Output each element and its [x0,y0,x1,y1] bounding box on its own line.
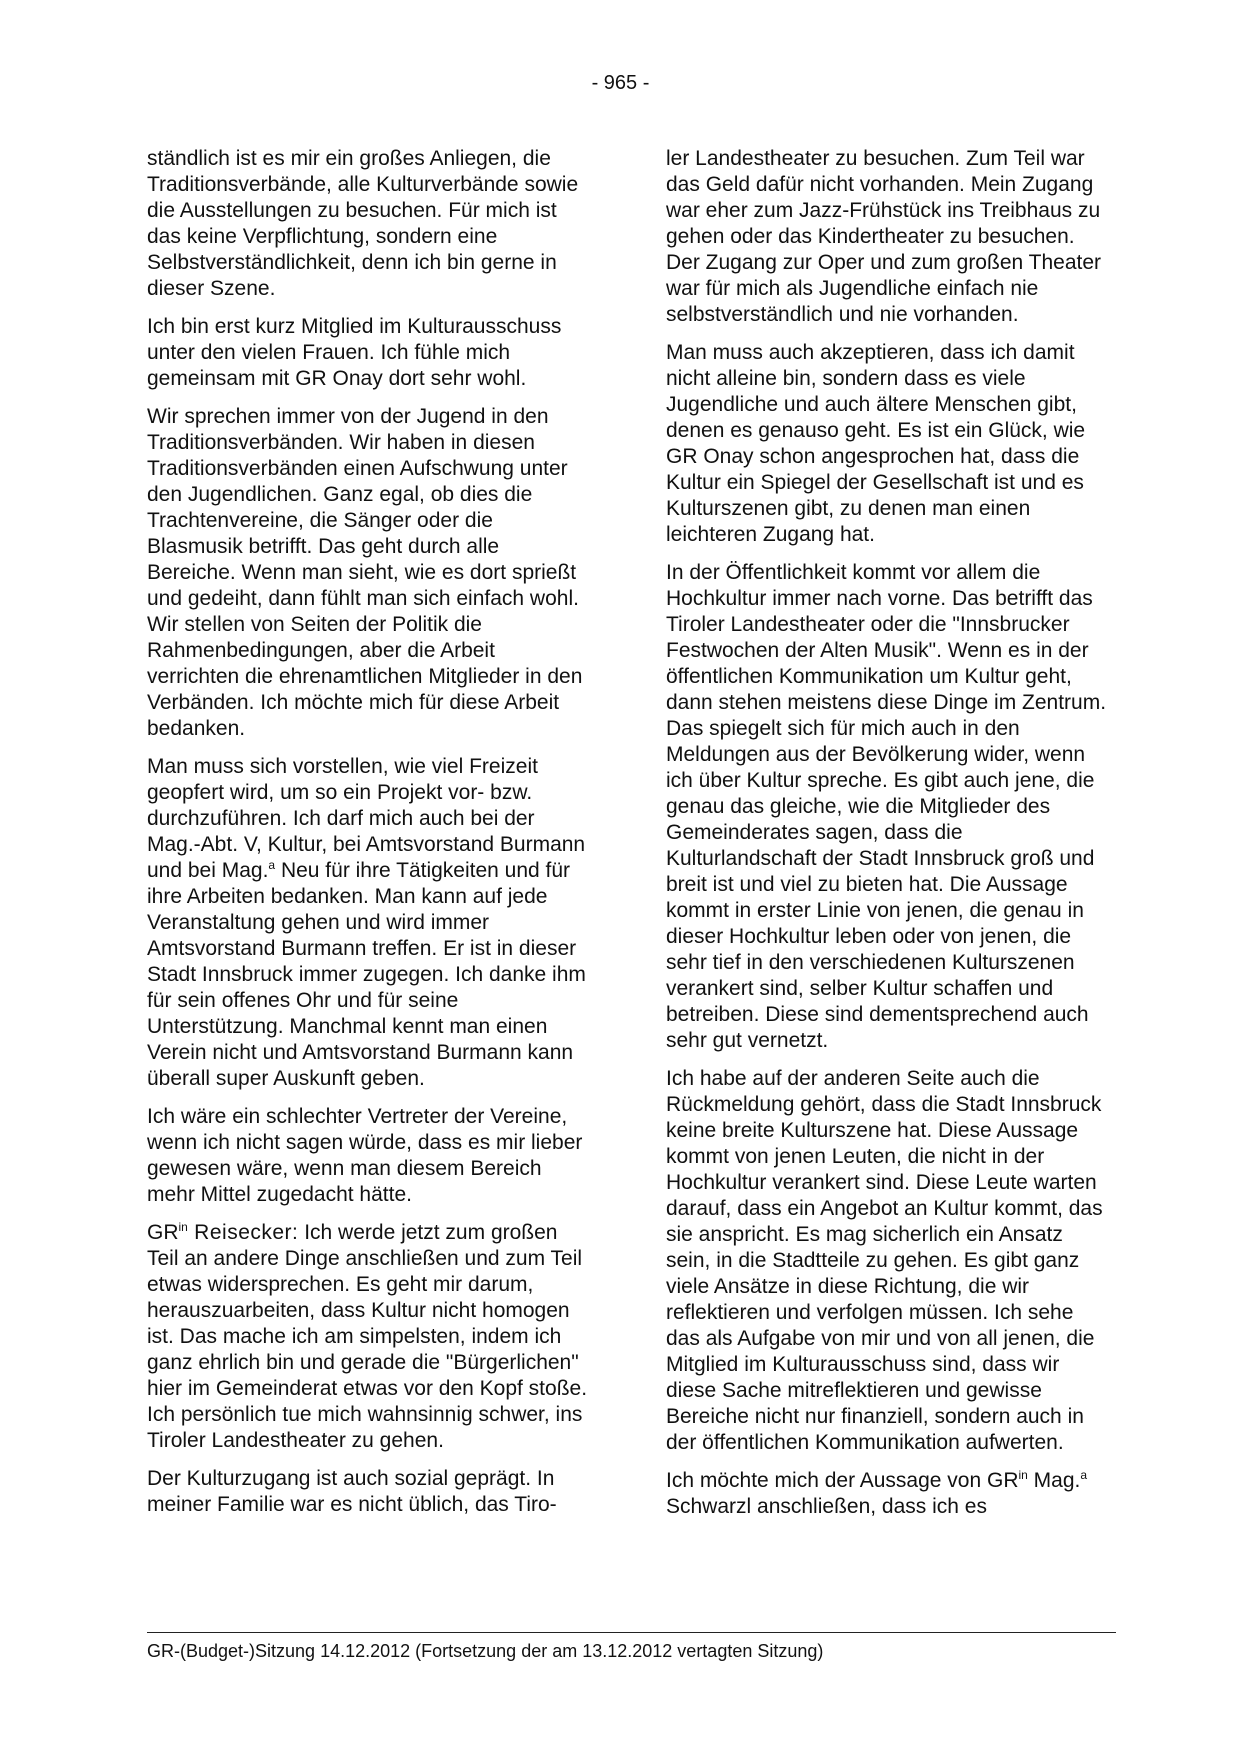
superscript: in [178,1220,188,1234]
footer-divider [147,1632,1116,1633]
text-run: Schwarzl anschließen, dass ich es [666,1495,987,1518]
paragraph: In der Öffentlichkeit kommt vor allem die Hochkultur immer nach vorne. Das betrifft das Tiroler Landestheater oder die "Innsbrucker Festwochen der Alten Musik". Wenn es in der öffentlichen Kommunikation um Kultur geht, dann stehen meistens diese Dinge im Zentrum. Das spiegelt sich für mich auch in den Meldungen aus der Bevölkerung wider, wenn ich über Kultur spreche. Es gibt auch jene, die genau das gleiche, wie die Mitglieder des Gemeinderates sagen, dass die Kulturlandschaft der Stadt Innsbruck groß und breit ist und viel zu bieten hat. Die Aussage kommt in erster Linie von jenen, die genau in dieser Hochkultur leben oder von jenen, die sehr tief in den verschiedenen Kulturszenen verankert sind, selber Kultur schaffen und betreiben. Diese sind dementsprechend auch sehr gut vernetzt. [666,561,1107,1052]
paragraph: Wir sprechen immer von der Jugend in den Traditionsverbänden. Wir haben in diesen Traditionsverbänden einen Aufschwung unter den Jugendlichen. Ganz egal, ob dies die Trachtenvereine, die Sänger oder die Blasmusik betrifft. Das geht durch alle Bereiche. Wenn man sieht, wie es dort sprießt und gedeiht, dann fühlt man sich einfach wohl. Wir stellen von Seiten der Politik die Rahmenbedingungen, aber die Arbeit verrichten die ehrenamtlichen Mitglieder in den Verbänden. Ich möchte mich für diese Arbeit bedanken. [147,405,583,740]
text-run: Ich werde jetzt zum großen Teil an andere Dinge anschließen und zum Teil etwas widersprechen. Es geht mir darum, herauszuarbeiten, dass Kultur nicht homogen ist. Das mache ich am simpelsten, indem ich ganz ehrlich bin und gerade die "Bürgerlichen" hier im Gemeinderat etwas vor den Kopf stoße. Ich persönlich tue mich wahnsinnig schwer, ins Tiroler Landestheater zu gehen. [147,1221,588,1452]
paragraph: Ich wäre ein schlechter Vertreter der Vereine, wenn ich nicht sagen würde, dass es mir lieber gewesen wäre, wenn man diesem Bereich mehr Mittel zugedacht hätte. [147,1105,583,1206]
text-run: Ich möchte mich der Aussage von GR [666,1469,1019,1492]
superscript: a [268,858,276,872]
paragraph: Der Kulturzugang ist auch sozial geprägt. In meiner Familie war es nicht üblich, das Tiro- [147,1467,557,1516]
page-number: - 965 - [591,72,650,94]
superscript: a [1080,1468,1088,1482]
paragraph: ler Landestheater zu besuchen. Zum Teil war das Geld dafür nicht vorhanden. Mein Zugang war eher zum Jazz-Frühstück ins Treibhaus zu gehen oder das Kindertheater zu besuchen. Der Zugang zur Oper und zum großen Theater war für mich als Jugendliche einfach nie selbstverständlich und nie vorhanden. [666,147,1102,326]
paragraph: Ich bin erst kurz Mitglied im Kulturausschuss unter den vielen Frauen. Ich fühle mich gemeinsam mit GR Onay dort sehr wohl. [147,315,562,390]
footer-text: GR-(Budget-)Sitzung 14.12.2012 (Fortsetzung der am 13.12.2012 vertagten Sitzung) [147,1641,824,1661]
text-run: Man muss sich vorstellen, wie viel Freizeit geopfert wird, um so ein Projekt vor- bzw. durchzuführen. Ich darf mich auch bei der Mag.-Abt. V, Kultur, bei Amtsvorstand Burmann und bei Mag. [147,755,586,882]
paragraph [147,754,591,1092]
left-column [147,146,591,1530]
speaker-title: GR [147,1221,179,1244]
text-run: Neu für ihre Tätigkeiten und für ihre Arbeiten bedanken. Man kann auf jede Veranstaltung gehen und wird immer Amtsvorstand Burmann treffen. Er ist in dieser Stadt Innsbruck immer zugegen. Ich danke ihm für sein offenes Ohr und für seine Unterstützung. Manchmal kennt man einen Verein nicht und Amtsvorstand Burmann kann überall super Auskunft geben. [147,859,586,1090]
speaker-name: Reisecker: [187,1221,299,1244]
paragraph: ständlich ist es mir ein großes Anliegen, die Traditionsverbände, alle Kulturverbände sowie die Ausstellungen zu besuchen. Für mich ist das keine Verpflichtung, sondern eine Selbstverständlichkeit, denn ich bin gerne in dieser Szene. [147,147,579,300]
right-column [666,146,1110,1532]
paragraph: Ich habe auf der anderen Seite auch die Rückmeldung gehört, dass die Stadt Innsbruck keine breite Kulturszene hat. Diese Aussage kommt von jenen Leuten, die nicht in der Hochkultur verankert sind. Diese Leute warten darauf, dass ein Angebot an Kultur kommt, das sie anspricht. Es mag sicherlich ein Ansatz sein, in die Stadtteile zu gehen. Es gibt ganz viele Ansätze in diese Richtung, die wir reflektieren und verfolgen müssen. Ich sehe das als Aufgabe von mir und von all jenen, die Mitglied im Kulturausschuss sind, dass wir diese Sache mitreflektieren und gewisse Bereiche nicht nur finanziell, sondern auch in der öffentlichen Kommunikation aufwerten. [666,1067,1103,1454]
paragraph: Man muss auch akzeptieren, dass ich damit nicht alleine bin, sondern dass es viele Jugendliche und auch ältere Menschen gibt, denen es genauso geht. Es ist ein Glück, wie GR Onay schon angesprochen hat, dass die Kultur ein Spiegel der Gesellschaft ist und es Kulturszenen gibt, zu denen man einen leichteren Zugang hat. [666,341,1086,546]
text-run: Mag. [1027,1469,1081,1492]
paragraph [666,1468,1110,1520]
superscript: in [1018,1468,1028,1482]
paragraph [147,1220,591,1454]
